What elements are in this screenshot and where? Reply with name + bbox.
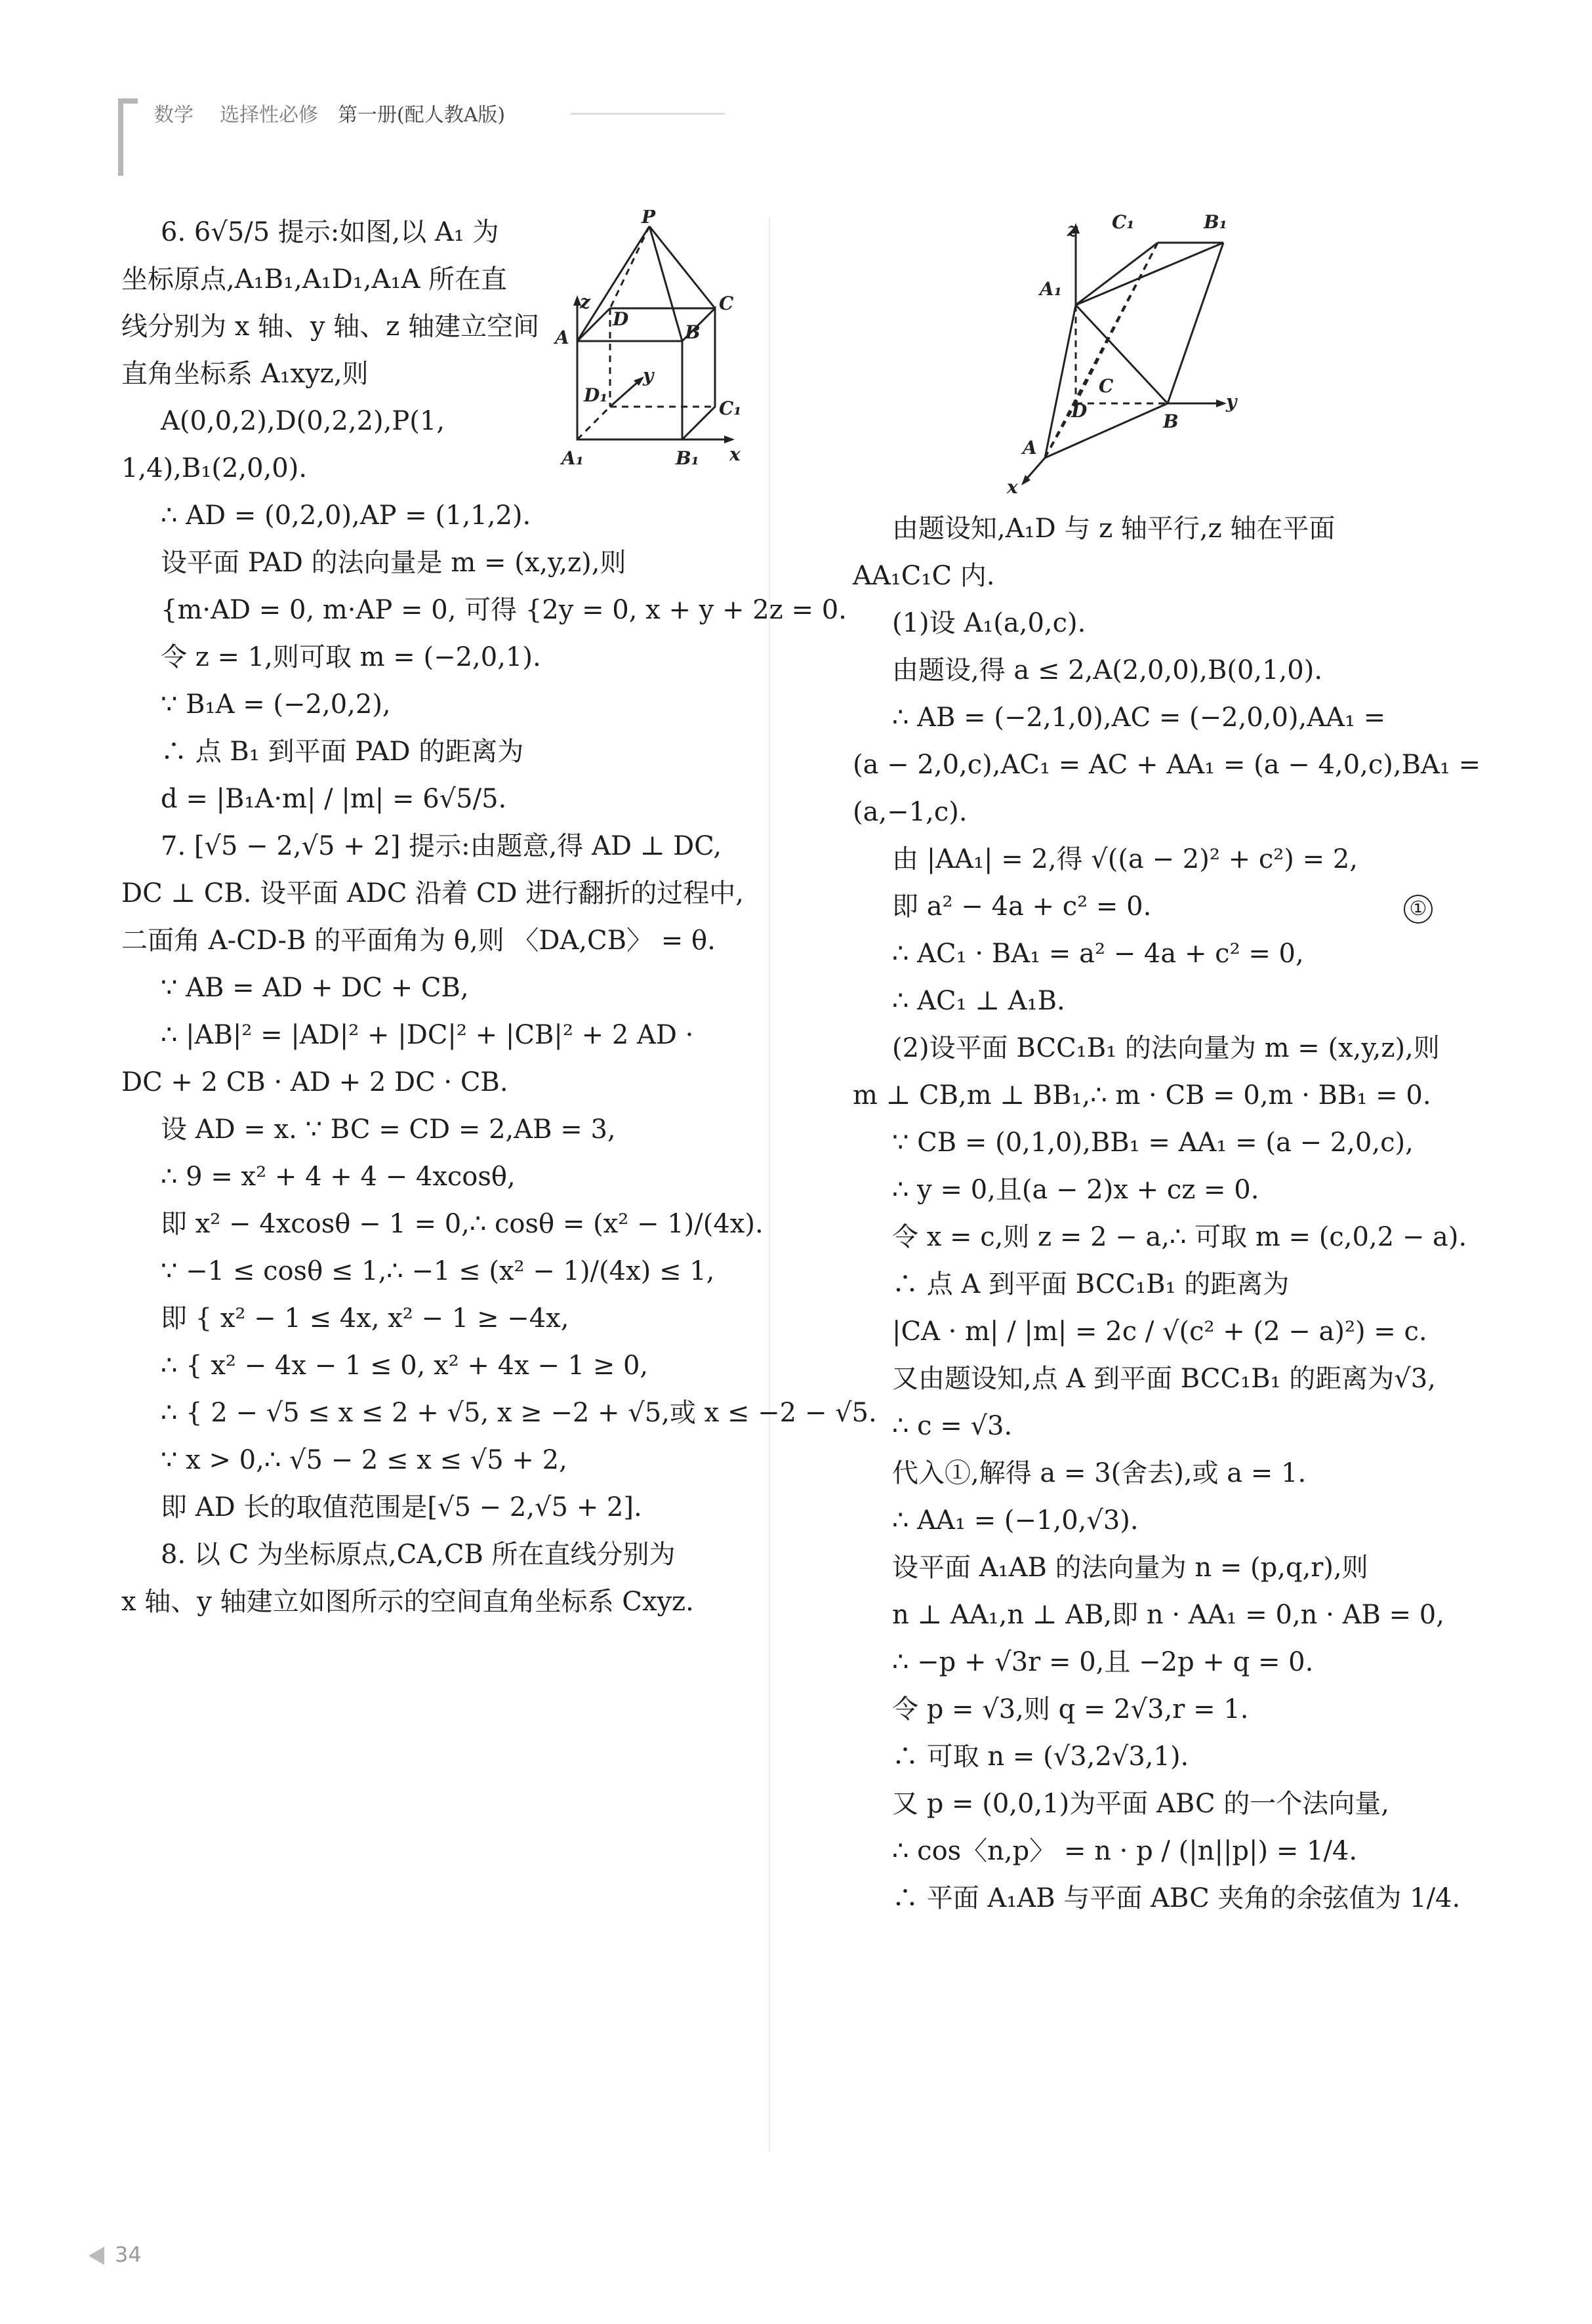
equation-system: ∴ { x² − 4x − 1 ≤ 0, x² + 4x − 1 ≥ 0, — [161, 1351, 649, 1381]
text-line: 即 AD 长的取值范围是[√5 − 2,√5 + 2]. — [161, 1492, 642, 1522]
header-subject: 数学 — [154, 104, 194, 127]
fig1-label-p: P — [642, 210, 656, 228]
fig1-label-b1: B₁ — [676, 447, 699, 469]
fig1-label-x: x — [729, 443, 741, 465]
text-line: ∴ 点 A 到平面 BCC₁B₁ 的距离为 — [892, 1269, 1290, 1299]
page-number: 34 — [115, 2242, 142, 2267]
text-line: (2)设平面 BCC₁B₁ 的法向量为 m = (x,y,z),则 — [892, 1033, 1440, 1063]
text-line: ∴ 平面 A₁AB 与平面 ABC 夹角的余弦值为 1/4. — [892, 1883, 1461, 1913]
equation-marker: ① — [1404, 895, 1433, 924]
fig1-label-c1: C₁ — [719, 398, 742, 419]
fig1-label-z: z — [580, 291, 590, 313]
text-line: n ⊥ AA₁,n ⊥ AB,即 n · AA₁ = 0,n · AB = 0, — [892, 1600, 1444, 1630]
text-line: ∴ AB = (−2,1,0),AC = (−2,0,0),AA₁ = — [892, 703, 1386, 733]
text-line: 由 |AA₁| = 2,得 √((a − 2)² + c²) = 2, — [892, 844, 1358, 874]
text-line: 令 p = √3,则 q = 2√3,r = 1. — [892, 1694, 1249, 1724]
text-line: 代入①,解得 a = 3(舍去),或 a = 1. — [892, 1458, 1307, 1488]
text-line: ∴ −p + √3r = 0,且 −2p + q = 0. — [892, 1647, 1314, 1677]
fig2-label-b: B — [1163, 411, 1179, 432]
fig1-label-d1: D₁ — [584, 384, 608, 406]
text-line: ∵ −1 ≤ cosθ ≤ 1,∴ −1 ≤ (x² − 1)/(4x) ≤ 1, — [161, 1256, 715, 1286]
fig1-label-y: y — [643, 365, 654, 386]
text-line: 又 p = (0,0,1)为平面 ABC 的一个法向量, — [892, 1789, 1390, 1819]
fig2-label-c: C — [1099, 375, 1114, 397]
text-line: (a − 2,0,c),AC₁ = AC + AA₁ = (a − 4,0,c),BA₁ = — [853, 750, 1481, 780]
figure-oblique-prism — [994, 210, 1256, 499]
text-line: 由题设知,A₁D 与 z 轴平行,z 轴在平面 — [892, 514, 1336, 544]
fig2-label-z: z — [1067, 219, 1078, 241]
text-line: AA₁C₁C 内. — [853, 561, 995, 591]
text-line: ∴ c = √3. — [892, 1411, 1013, 1441]
right-column — [853, 505, 1481, 1922]
text-line: 设平面 PAD 的法向量是 m = (x,y,z),则 — [161, 548, 626, 578]
text-line: ∴ 可取 n = (√3,2√3,1). — [892, 1742, 1189, 1772]
fig1-label-c: C — [719, 293, 734, 314]
text-line: (a,−1,c). — [853, 797, 968, 827]
header-bracket — [118, 98, 138, 176]
text-line: 设平面 A₁AB 的法向量为 n = (p,q,r),则 — [892, 1553, 1368, 1583]
page-header — [154, 98, 505, 127]
text-line: 由题设,得 a ≤ 2,A(2,0,0),B(0,1,0). — [892, 655, 1323, 685]
text-line: A(0,0,2),D(0,2,2),P(1, — [161, 406, 445, 436]
fig2-label-x: x — [1007, 476, 1018, 498]
fig1-label-b: B — [685, 321, 701, 343]
column-divider — [769, 216, 770, 2151]
fig1-label-d: D — [613, 308, 629, 330]
text-line: 6. 6√5/5 提示:如图,以 A₁ 为 — [161, 217, 499, 247]
equation-system: 即 { x² − 1 ≤ 4x, x² − 1 ≥ −4x, — [161, 1303, 569, 1334]
text-line: ∴ AA₁ = (−1,0,√3). — [892, 1505, 1139, 1536]
fig2-label-c1: C₁ — [1112, 211, 1135, 233]
text-line: 二面角 A-CD-B 的平面角为 θ,则 〈DA,CB〉 = θ. — [121, 926, 716, 956]
text-line: ∴ AD = (0,2,0),AP = (1,1,2). — [161, 500, 531, 531]
text-line: 8. 以 C 为坐标原点,CA,CB 所在直线分别为 — [161, 1539, 676, 1570]
text-line: 直角坐标系 A₁xyz,则 — [121, 359, 369, 389]
equation-a: 即 a² − 4a + c² = 0. — [892, 891, 1152, 922]
equation-system: ∴ { 2 − √5 ≤ x ≤ 2 + √5, x ≥ −2 + √5,或 x ≤ −2 − √5. — [161, 1398, 877, 1428]
text-line: x 轴、y 轴建立如图所示的空间直角坐标系 Cxyz. — [121, 1587, 694, 1617]
left-column — [121, 209, 877, 1625]
text-line: 即 x² − 4xcosθ − 1 = 0,∴ cosθ = (x² − 1)/(4x). — [161, 1209, 764, 1239]
text-line — [853, 883, 1430, 930]
text-line: ∴ y = 0,且(a − 2)x + cz = 0. — [892, 1175, 1259, 1205]
fig2-label-b1: B₁ — [1204, 211, 1227, 233]
header-book: 第一册(配人教A版) — [338, 104, 506, 127]
page-footer — [89, 2242, 142, 2267]
fig2-label-d: D — [1071, 400, 1088, 422]
page-marker-icon — [89, 2247, 104, 2265]
header-subtitle: 选择性必修 — [220, 104, 318, 127]
text-line: ∴ cos〈n,p〉 = n · p / (|n||p|) = 1/4. — [892, 1836, 1358, 1866]
fig1-label-a1: A₁ — [561, 447, 584, 469]
text-line: m ⊥ CB,m ⊥ BB₁,∴ m · CB = 0,m · BB₁ = 0. — [853, 1080, 1431, 1111]
text-line: DC + 2 CB · AD + 2 DC · CB. — [121, 1067, 508, 1097]
equation-system: {m·AD = 0, m·AP = 0, 可得 {2y = 0, x + y + 2z = 0. — [161, 595, 847, 625]
fig2-label-a1: A₁ — [1040, 278, 1062, 300]
text-line: d = |B₁A·m| / |m| = 6√5/5. — [161, 784, 507, 814]
fig2-label-y: y — [1226, 391, 1237, 413]
text-line: ∵ x > 0,∴ √5 − 2 ≤ x ≤ √5 + 2, — [161, 1445, 567, 1475]
text-line: 设 AD = x. ∵ BC = CD = 2,AB = 3, — [161, 1114, 616, 1145]
text-line: (1)设 A₁(a,0,c). — [892, 608, 1086, 638]
header-rule — [571, 113, 725, 115]
text-line: ∵ AB = AD + DC + CB, — [161, 973, 469, 1003]
text-line: 1,4),B₁(2,0,0). — [121, 453, 308, 483]
fig1-label-a: A — [555, 327, 569, 348]
text-line: ∴ AC₁ ⊥ A₁B. — [892, 986, 1065, 1016]
text-line: ∴ 点 B₁ 到平面 PAD 的距离为 — [161, 737, 524, 767]
text-line: 又由题设知,点 A 到平面 BCC₁B₁ 的距离为√3, — [892, 1364, 1436, 1394]
text-line: ∵ CB = (0,1,0),BB₁ = AA₁ = (a − 2,0,c), — [892, 1128, 1414, 1158]
text-line: 令 z = 1,则可取 m = (−2,0,1). — [161, 642, 541, 672]
text-line: 坐标原点,A₁B₁,A₁D₁,A₁A 所在直 — [121, 264, 508, 295]
text-line: ∵ B₁A = (−2,0,2), — [161, 689, 391, 720]
text-line: 线分别为 x 轴、y 轴、z 轴建立空间 — [121, 312, 540, 342]
text-line: ∴ 9 = x² + 4 + 4 − 4xcosθ, — [161, 1162, 516, 1192]
text-line: 令 x = c,则 z = 2 − a,∴ 可取 m = (c,0,2 − a). — [892, 1222, 1467, 1252]
text-line: DC ⊥ CB. 设平面 ADC 沿着 CD 进行翻折的过程中, — [121, 878, 744, 908]
text-line: ∴ AC₁ · BA₁ = a² − 4a + c² = 0, — [892, 939, 1304, 969]
fig2-label-a: A — [1023, 437, 1037, 459]
text-line: 7. [√5 − 2,√5 + 2] 提示:由题意,得 AD ⊥ DC, — [161, 831, 722, 861]
text-line: |CA · m| / |m| = 2c / √(c² + (2 − a)²) = c. — [892, 1316, 1427, 1347]
text-line: ∴ |AB|² = |AD|² + |DC|² + |CB|² + 2 AD · — [161, 1020, 694, 1050]
